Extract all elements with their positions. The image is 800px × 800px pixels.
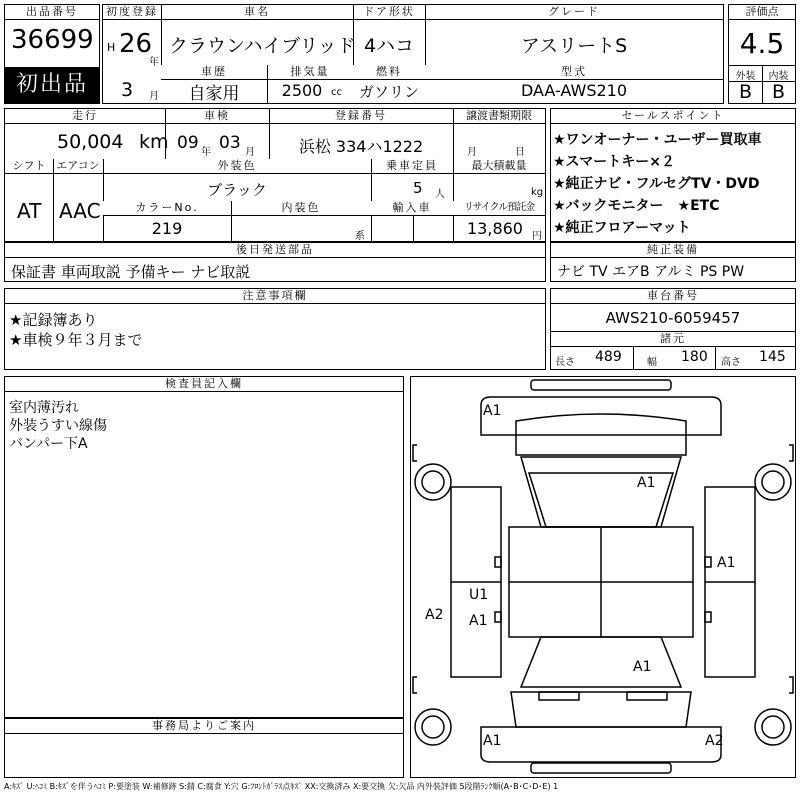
inspection-month-unit: 月 xyxy=(245,147,255,158)
selling-points-box xyxy=(550,108,796,242)
factory-equipment-label: 純正装備 xyxy=(551,243,795,258)
office-label: 事務局よりご案内 xyxy=(5,719,403,734)
dimensions-label: 諸元 xyxy=(551,332,795,347)
inspector-box xyxy=(4,376,404,718)
damage-mark: A1 xyxy=(483,403,502,419)
inspector-line: 室内薄汚れ xyxy=(9,400,79,416)
inspector-line: バンパー下A xyxy=(9,436,88,452)
height-value: 145 xyxy=(759,349,786,365)
transfer-day-unit: 日 xyxy=(515,147,525,158)
registration-month: 3 xyxy=(121,79,134,101)
aircon-label: エアコン xyxy=(53,159,103,174)
rating-box xyxy=(728,4,796,104)
later-parts-label: 後日発送部品 xyxy=(5,243,545,258)
color-no-value: 219 xyxy=(151,219,183,238)
registration-month-unit: 月 xyxy=(149,91,159,102)
recycle-value: 13,860 xyxy=(467,219,523,238)
exterior-grade-label: 外装 xyxy=(735,71,756,82)
notes-box xyxy=(4,288,546,370)
registration-era: H xyxy=(107,41,116,54)
mileage-value: 50,004 xyxy=(57,131,124,153)
history-label: 車歴 xyxy=(161,65,267,80)
import-label: 輸入車 xyxy=(371,201,453,216)
capacity-unit: 人 xyxy=(435,189,445,200)
transfer-deadline-label: 譲渡書類期限 xyxy=(453,109,545,124)
capacity-value: 5 xyxy=(413,179,423,197)
length-value: 489 xyxy=(595,349,622,365)
damage-mark: A1 xyxy=(469,613,488,629)
car-outline-diagram xyxy=(411,377,795,777)
capacity-label: 乗車定員 xyxy=(371,159,453,174)
damage-mark: A1 xyxy=(483,733,502,749)
factory-equipment-value: ナビ TV エアB アルミ PS PW xyxy=(557,264,745,280)
inspection-year-unit: 年 xyxy=(201,147,211,158)
interior-color-label: 内装色 xyxy=(231,201,371,216)
grade-label: グレード xyxy=(425,5,723,20)
displacement-label: 排気量 xyxy=(267,65,353,80)
width-value: 180 xyxy=(681,349,708,365)
inspection-year: 09 xyxy=(177,133,199,153)
rating-label: 評価点 xyxy=(729,5,795,20)
damage-mark: A1 xyxy=(633,659,652,675)
lot-number-box xyxy=(4,4,100,104)
length-label: 長さ xyxy=(555,357,575,368)
selling-point-item: ★ワンオーナー・ユーザー買取車 xyxy=(553,132,762,148)
mileage-label: 走行 xyxy=(5,109,165,124)
history-value: 自家用 xyxy=(188,84,240,104)
car-name-value: クラウンハイブリッド xyxy=(169,35,356,57)
registration-year: 26 xyxy=(119,29,153,59)
max-load-label: 最大積載量 xyxy=(453,159,545,174)
later-parts-box xyxy=(4,242,546,282)
inspector-label: 検査員記入欄 xyxy=(5,377,403,392)
plate-value: 浜松 334ハ1222 xyxy=(298,137,424,156)
registration-label: 初度登録 xyxy=(103,5,161,20)
selling-point-item: ★スマートキー×２ xyxy=(553,154,676,170)
grade-value: アスリートS xyxy=(520,35,628,57)
selling-points-label: セールスポイント xyxy=(551,109,795,124)
chassis-box xyxy=(550,288,796,370)
mileage-unit: km xyxy=(139,131,169,153)
shift-label: シフト xyxy=(5,159,53,174)
model-value: DAA-AWS210 xyxy=(520,81,628,100)
width-label: 幅 xyxy=(647,357,657,368)
interior-color-suffix: 系 xyxy=(355,231,365,242)
first-listing-badge: 初出品 xyxy=(5,67,99,103)
lot-number-label: 出品番号 xyxy=(5,5,99,20)
legend-text: A:ｷｽﾞ U:ﾍｺﾐ B:ｷｽﾞを伴うﾍｺﾐ P:要塗装 W:補修跡 S:錆 C:腐食 Y:穴 G:ﾌﾛﾝﾄｶﾞﾗｽ点ｷｽﾞ XX:交換済み X:要交換 欠:欠品 内外装評価 5段階ﾗﾝｸ順(A･B･C･D･E) 1 xyxy=(4,782,559,791)
interior-grade-value: B xyxy=(771,81,786,103)
later-parts-value: 保証書 車両取説 予備キー ナビ取説 xyxy=(11,263,251,281)
lot-number-value: 36699 xyxy=(11,25,94,55)
plate-label: 登録番号 xyxy=(269,109,453,124)
fuel-value: ガソリン xyxy=(358,83,419,101)
damage-mark: U1 xyxy=(469,587,489,603)
color-no-label: カラーNo. xyxy=(103,201,231,216)
shift-value: AT xyxy=(17,199,42,223)
inspector-line: 外装うすい線傷 xyxy=(9,418,107,434)
chassis-label: 車台番号 xyxy=(551,289,795,304)
note-item: ★車検９年３月まで xyxy=(9,331,143,349)
displacement-value: 2500 xyxy=(281,81,323,100)
factory-equipment-box xyxy=(550,242,796,282)
door-type-label: ドア形状 xyxy=(353,5,425,20)
fuel-label: 燃料 xyxy=(353,65,425,80)
inspection-label: 車検 xyxy=(165,109,269,124)
office-box xyxy=(4,718,404,778)
recycle-unit: 円 xyxy=(532,231,542,242)
aircon-value: AAC xyxy=(59,199,101,223)
exterior-grade-value: B xyxy=(738,81,753,103)
rating-score: 4.5 xyxy=(739,27,785,60)
interior-grade-label: 内装 xyxy=(768,71,789,82)
model-label: 型式 xyxy=(425,65,723,80)
vehicle-details-table xyxy=(4,108,546,242)
car-name-label: 車名 xyxy=(161,5,353,20)
damage-mark: A1 xyxy=(717,555,736,571)
notes-label: 注意事項欄 xyxy=(5,289,545,304)
selling-point-item: ★バックモニター ★ETC xyxy=(553,198,720,214)
exterior-color-label: 外装色 xyxy=(103,159,371,174)
height-label: 高さ xyxy=(721,357,741,368)
door-type-value: 4ハコ xyxy=(363,35,415,57)
transfer-month-unit: 月 xyxy=(467,147,477,158)
damage-mark: A2 xyxy=(425,607,444,623)
selling-point-item: ★純正フロアーマット xyxy=(553,220,691,236)
damage-mark: A1 xyxy=(637,475,656,491)
exterior-color-value: ブラック xyxy=(207,181,267,199)
recycle-label: リサイクル預託金 xyxy=(453,201,545,216)
damage-mark: A2 xyxy=(705,733,724,749)
inspection-month: 03 xyxy=(219,133,241,153)
vehicle-header-box xyxy=(102,4,724,104)
note-item: ★記録簿あり xyxy=(9,311,98,329)
car-diagram xyxy=(410,376,796,778)
registration-year-unit: 年 xyxy=(149,57,159,68)
chassis-value: AWS210-6059457 xyxy=(605,309,741,327)
displacement-unit: cc xyxy=(331,87,342,98)
max-load-unit: kg xyxy=(531,187,544,198)
selling-point-item: ★純正ナビ・フルセグTV・DVD xyxy=(553,176,760,192)
